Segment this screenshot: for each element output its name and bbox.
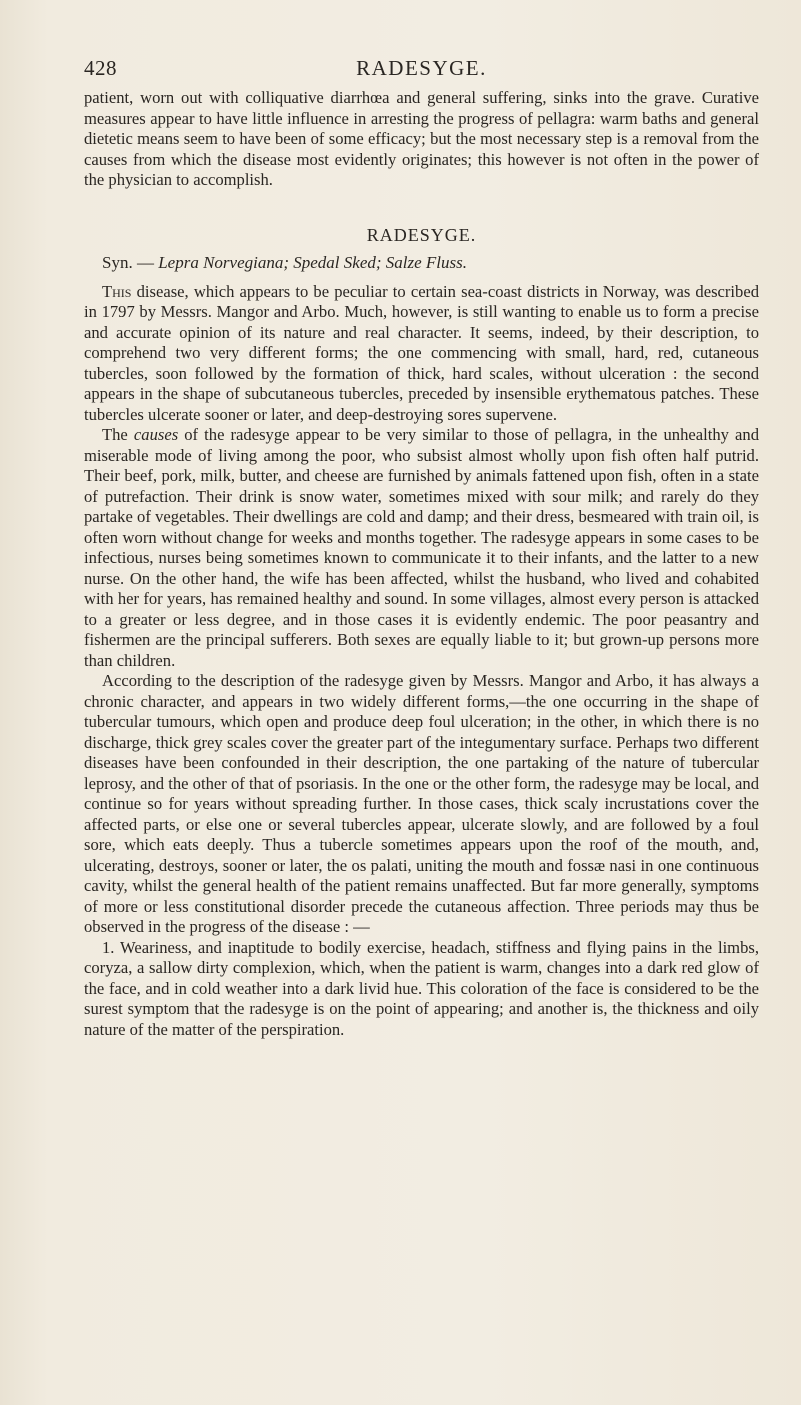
intro-paragraph: patient, worn out with colliquative diarrhœa and general suffering, sinks into the grave. Curative measures appear to have little influence in arresting the progress of pellagra: warm baths and general dietetic means seem to have been of some efficacy; but the most necessary step is a removal from the causes from which the disease most evidently originates; this however is not often in the power of the physician to accomplish. <box>84 88 759 189</box>
paragraph-causes-italic: causes <box>133 425 179 444</box>
synonyms-list: Lepra Norvegiana; Spedal Sked; Salze Fluss. <box>158 253 468 272</box>
synonyms-line <box>84 253 759 274</box>
page-header <box>84 56 759 88</box>
paragraph-description-text: disease, which appears to be peculiar to certain sea-coast districts in Norway, was described in 1797 by Messrs. Mangor and Arbo. Much, however, is still wanting to enable us to form a precise and accurate opinion of its nature and real character. It seems, indeed, by their description, to comprehend two very different forms; the one commencing with small, hard, red, cutaneous tubercles, soon followed by the formation of thick, hard scales, without ulceration : the second appears in the shape of subcutaneous tubercles, preceded by insensible erythematous patches. These tubercles ulcerate sooner or later, and deep-destroying sores supervene. <box>84 281 759 424</box>
running-head: RADESYGE. <box>356 56 487 80</box>
page-body <box>84 88 759 1040</box>
paragraph-lead-word: This <box>102 281 132 301</box>
paragraph-description <box>84 282 759 426</box>
paragraph-causes-pre: The <box>102 425 134 444</box>
synonyms-prefix: Syn. — <box>102 253 159 272</box>
paragraph-causes-text: of the radesyge appear to be very similar to those of pellagra, in the unhealthy and miserable mode of living among the poor, who subsist almost wholly upon fish often half putrid. Their beef, pork, milk, butter, and cheese are furnished by animals fattened upon fish, often in a state of putrefaction. Their drink is snow water, sometimes mixed with sour milk; and rarely do they partake of vegetables. Their dwellings are cold and damp; and their dress, besmeared with train oil, is often worn without change for weeks and months together. The radesyge appears in some cases to be infectious, nurses being sometimes known to communicate it to their infants, and the latter to a new nurse. On the other hand, the wife has been affected, whilst the husband, who lived and cohabited with her for years, has remained healthy and sound. In some villages, almost every person is attacked to a greater or less degree, and in those cases it is evidently endemic. The poor peasantry and fishermen are the principal sufferers. Both sexes are equally liable to it; but grown-up persons more than children. <box>84 425 759 670</box>
paragraph-first-period: 1. Weariness, and inaptitude to bodily exercise, headach, stiffness and flying pains in the limbs, coryza, a sallow dirty complexion, which, when the patient is warm, changes into a dark red glow of the face, and in cold weather into a dark livid hue. This coloration of the face is considered to be the surest symptom that the radesyge is on the point of appearing; and another is, the thickness and oily nature of the matter of the perspiration. <box>84 937 759 1039</box>
section-title: RADESYGE. <box>366 224 477 245</box>
paragraph-forms: According to the description of the radesyge given by Messrs. Mangor and Arbo, it has always a chronic character, and appears in two widely different forms,—the one occurring in the shape of tubercular tumours, which open and produce deep foul ulceration; in the other, in which there is no discharge, thick grey scales cover the greater part of the integumentary surface. Perhaps two different diseases have been confounded in their description, the one partaking of the nature of tubercular leprosy, and the other of that of psoriasis. In the one or the other form, the radesyge may be local, and continue so for years without spreading further. In those cases, thick scaly incrustations cover the affected parts, or else one or several tubercles appear, ulcerate slowly, and are followed by a foul sore, which eats deeply. Thus a tubercle sometimes appears upon the roof of the mouth, and, ulcerating, destroys, sooner or later, the os palati, uniting the mouth and fossæ nasi in one continuous cavity, whilst the general health of the patient remains unaffected. But far more generally, symptoms of more or less constitutional disorder precede the cutaneous affection. Three periods may thus be observed in the progress of the disease : — <box>84 671 759 936</box>
page-number: 428 <box>84 56 117 80</box>
paragraph-causes <box>84 425 759 671</box>
